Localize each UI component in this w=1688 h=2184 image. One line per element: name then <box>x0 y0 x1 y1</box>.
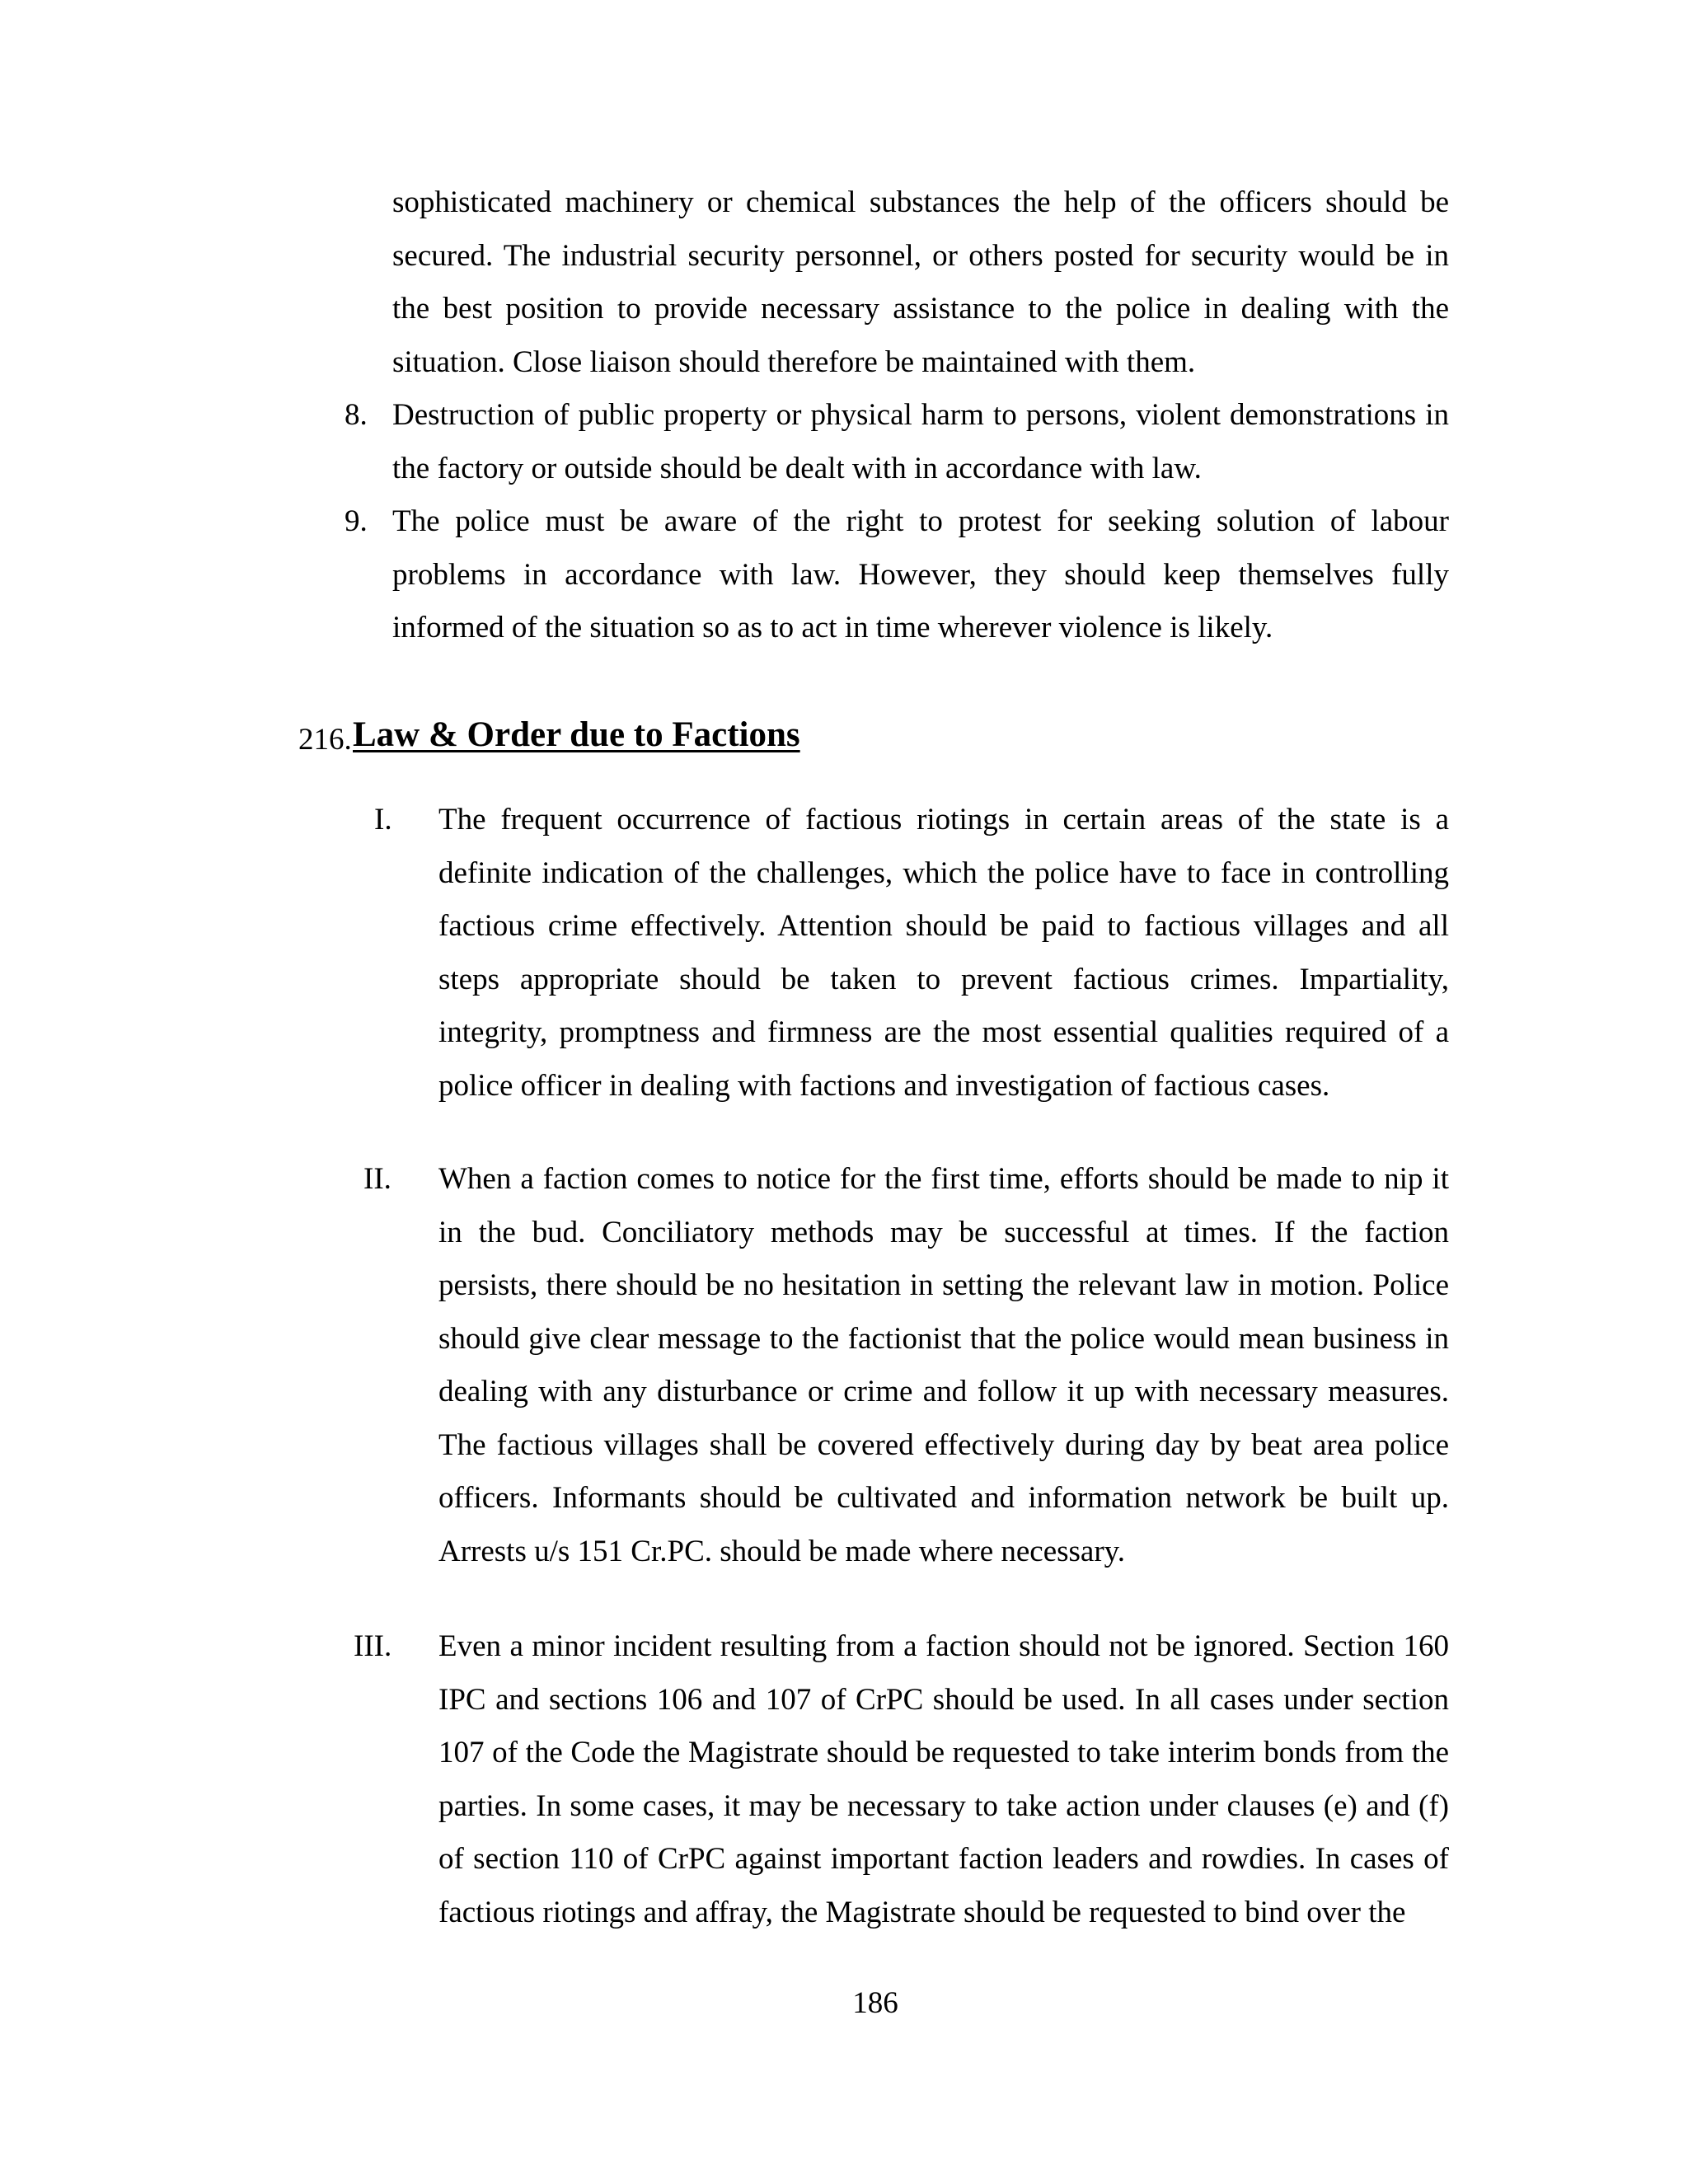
roman-item-numeral-3: III. <box>354 1629 392 1663</box>
section-number: 216. <box>298 723 352 757</box>
continuation-paragraph: sophisticated machinery or chemical substances the help of the officers should be secured. The industrial security personnel, or others posted for security would be in the best position to provide necessary assistance to the police in dealing with the situation. Close liaison should therefore be maintained with them. <box>392 185 1449 379</box>
page-number: 186 <box>852 1986 898 2020</box>
section-heading: Law & Order due to Factions <box>353 715 800 754</box>
roman-item-1-text: The frequent occurrence of factious riotings in certain areas of the state is a definite indication of the challenges, which the police have to face in controlling factious crime effectively. Attention should be paid to factious villages and all steps appropriate should be taken to prevent factious crimes. Impartiality, integrity, promptness and firmness are the most essential qualities required of a police officer in dealing with factions and investigation of factious cases. <box>438 803 1449 1103</box>
item-number-9: 9. <box>345 504 368 538</box>
numbered-item-8-text: Destruction of public property or physical harm to persons, violent demonstrations in the factory or outside should be dealt with in accordance with law. <box>392 398 1449 485</box>
roman-item-numeral-1: I. <box>374 803 392 837</box>
roman-item-numeral-2: II. <box>363 1162 392 1196</box>
numbered-item-9-text: The police must be aware of the right to protest for seeking solution of labour problems in accordance with law. However, they should keep themselves fully informed of the situation so as to act in time wherever violence is likely. <box>392 504 1449 644</box>
roman-item-3-text: Even a minor incident resulting from a faction should not be ignored. Section 160 IPC and sections 106 and 107 of CrPC should be used. In all cases under section 107 of the Code the Magistrate should be requested to take interim bonds from the parties. In some cases, it may be necessary to take action under clauses (e) and (f) of section 110 of CrPC against important faction leaders and rowdies. In cases of factious riotings and affray, the Magistrate should be requested to bind over the <box>438 1629 1449 1929</box>
item-number-8: 8. <box>345 398 368 432</box>
roman-item-2-text: When a faction comes to notice for the first time, efforts should be made to nip it in the bud. Conciliatory methods may be successful at times. If the faction persists, there should be no hesitation in setting the relevant law in motion. Police should give clear message to the factionist that the police would mean business in dealing with any disturbance or crime and follow it up with necessary measures. The factious villages shall be covered effectively during day by beat area police officers. Informants should be cultivated and information network be built up. Arrests u/s 151 Cr.PC. should be made where necessary. <box>438 1162 1449 1568</box>
